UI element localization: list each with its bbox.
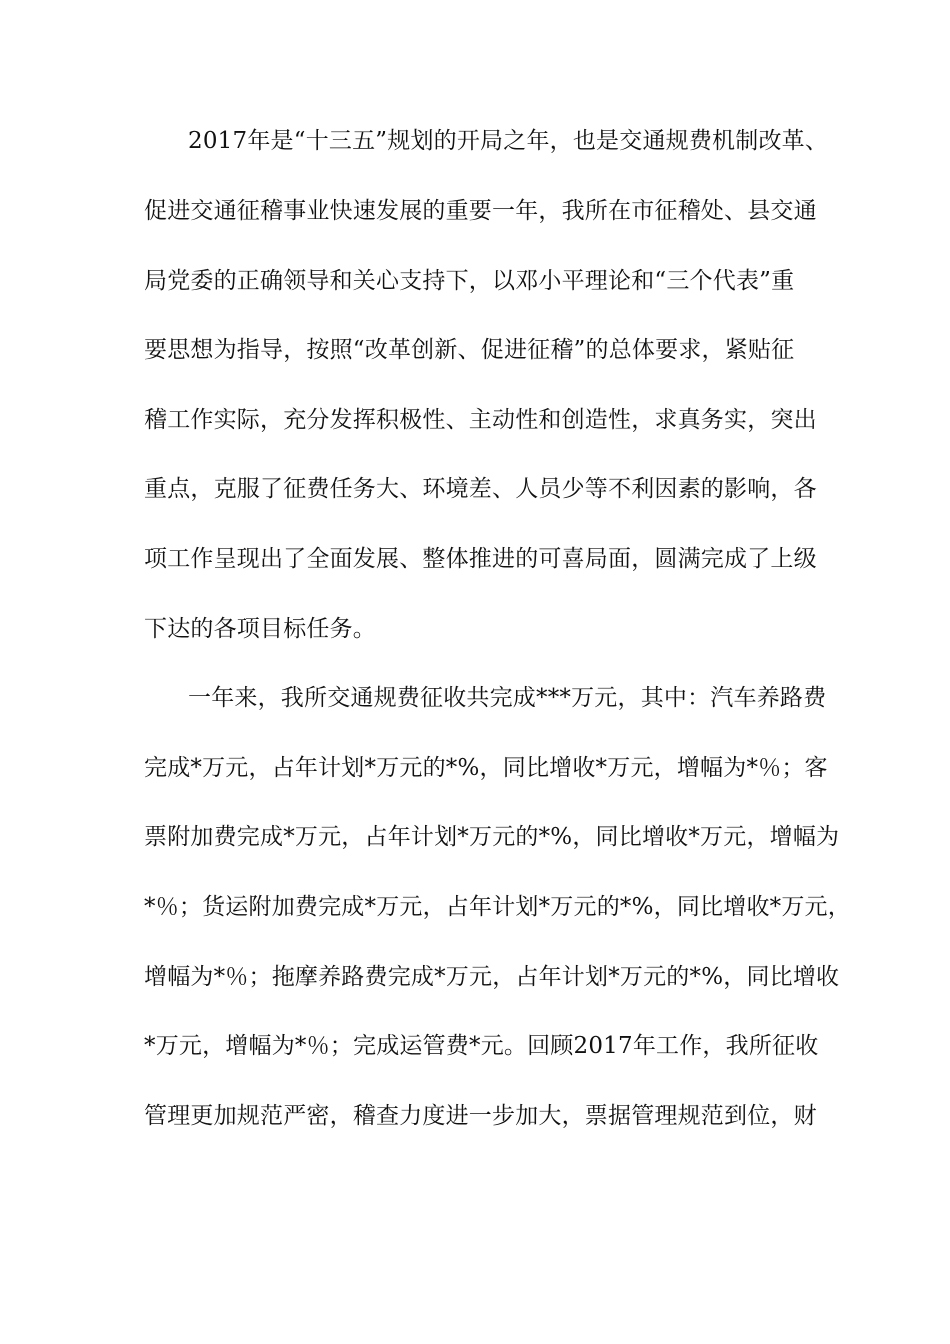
paragraph-2-line-6: *万元，增幅为*％；完成运管费*元。回顾2017年工作，我所征收 bbox=[144, 1033, 819, 1059]
paragraph-2-line-2: 完成*万元，占年计划*万元的*%，同比增收*万元，增幅为*％；客 bbox=[144, 755, 828, 781]
paragraph-1-line-7: 项工作呈现出了全面发展、整体推进的可喜局面，圆满完成了上级 bbox=[144, 546, 817, 572]
paragraph-1-line-5: 稽工作实际，充分发挥积极性、主动性和创造性，求真务实，突出 bbox=[144, 407, 817, 433]
paragraph-2-line-3: 票附加费完成*万元，占年计划*万元的*%，同比增收*万元，增幅为 bbox=[144, 824, 840, 850]
paragraph-1-line-6: 重点，克服了征费任务大、环境差、人员少等不利因素的影响，各 bbox=[144, 476, 817, 502]
paragraph-2-line-7: 管理更加规范严密，稽查力度进一步加大，票据管理规范到位，财 bbox=[144, 1103, 817, 1129]
paragraph-2-line-4: *％；货运附加费完成*万元，占年计划*万元的*%，同比增收*万元， bbox=[144, 894, 851, 920]
paragraph-2-line-1: 一年来，我所交通规费征收共完成***万元，其中：汽车养路费 bbox=[188, 685, 827, 711]
paragraph-1-line-2: 促进交通征稽事业快速发展的重要一年，我所在市征稽处、县交通 bbox=[144, 198, 817, 224]
paragraph-1-line-8: 下达的各项目标任务。 bbox=[144, 616, 376, 642]
paragraph-1-line-4: 要思想为指导，按照“改革创新、促进征稽”的总体要求，紧贴征 bbox=[144, 337, 795, 363]
paragraph-2-line-5: 增幅为*％；拖摩养路费完成*万元，占年计划*万元的*%，同比增收 bbox=[144, 964, 840, 990]
paragraph-1-line-3: 局党委的正确领导和关心支持下，以邓小平理论和“三个代表”重 bbox=[144, 268, 795, 294]
paragraph-1-line-1: 2017年是“十三五”规划的开局之年，也是交通规费机制改革、 bbox=[188, 128, 829, 154]
